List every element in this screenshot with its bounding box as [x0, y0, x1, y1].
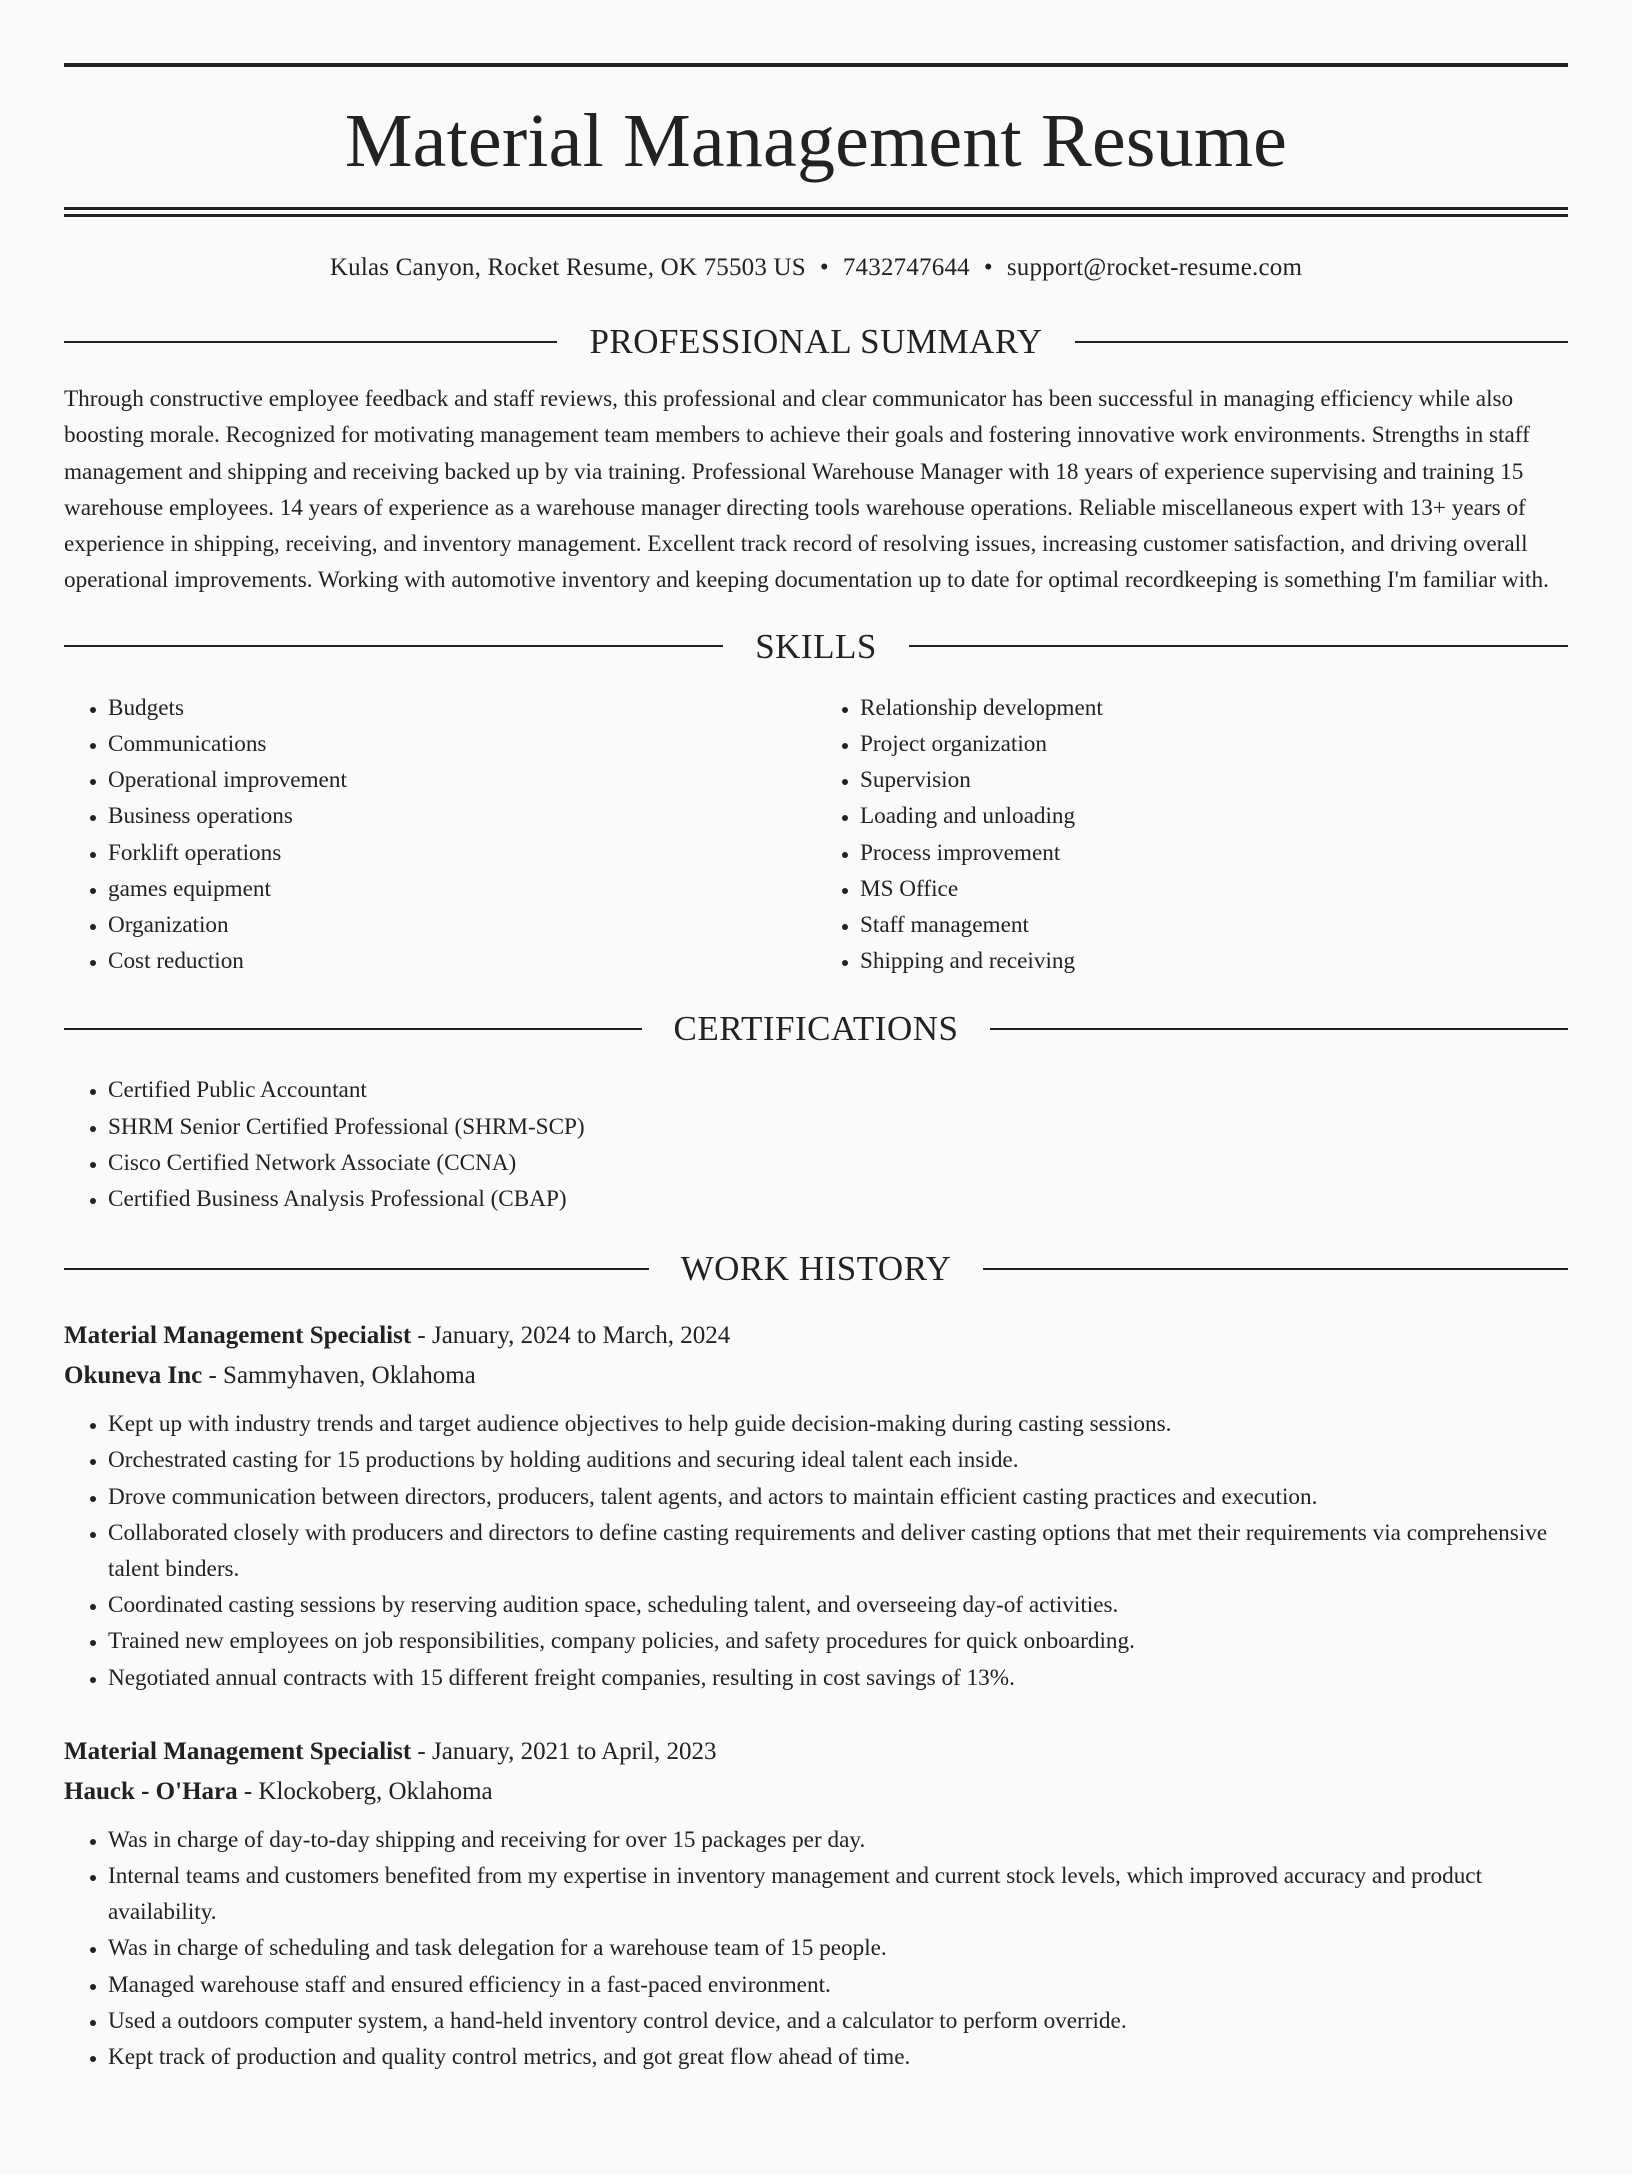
contact-phone: 7432747644	[842, 254, 970, 281]
list-item: • Negotiated annual contracts with 15 different freight companies, resulting in cost savings of 13%.	[108, 1660, 1568, 1696]
top-rule	[64, 63, 1568, 67]
list-item: • Coordinated casting sessions by reserving audition space, scheduling talent, and overseeing day-of activities.	[108, 1587, 1568, 1623]
contact-address: Kulas Canyon, Rocket Resume, OK 75503 US	[329, 254, 806, 281]
skills-columns	[64, 690, 1568, 980]
job-company-line	[64, 1356, 1568, 1396]
title-double-rule	[64, 207, 1568, 217]
job-location: - Klockoberg, Oklahoma	[237, 1777, 493, 1805]
list-item: • MS Office	[860, 871, 1568, 907]
list-item: • Certified Business Analysis Professional (CBAP)	[108, 1181, 1568, 1217]
job-title-line	[64, 1732, 1568, 1772]
work-history-heading	[64, 1249, 1568, 1289]
skills-heading-label: SKILLS	[755, 626, 877, 666]
heading-rule-left	[64, 1028, 642, 1030]
summary-heading-label: PROFESSIONAL SUMMARY	[589, 322, 1043, 361]
list-item: • Cisco Certified Network Associate (CCNA)	[108, 1145, 1568, 1181]
resume-title: Material Management Resume	[344, 99, 1288, 183]
job-title-line	[64, 1316, 1568, 1356]
heading-rule-left	[64, 341, 557, 343]
job-company-line	[64, 1772, 1568, 1812]
contact-separator: •	[819, 254, 829, 281]
contact-line	[64, 255, 1568, 280]
list-item: • Organization	[108, 907, 816, 943]
job-dates: - January, 2024 to March, 2024	[411, 1322, 731, 1350]
list-item: • Business operations	[108, 798, 816, 834]
list-item: • Communications	[108, 726, 816, 762]
list-item: • Kept up with industry trends and target audience objectives to help guide decision-making during casting sessions.	[108, 1406, 1568, 1442]
heading-rule-left	[64, 1268, 649, 1270]
job-bullets	[64, 1822, 1568, 2075]
job-bullets	[64, 1406, 1568, 1696]
list-item: • Shipping and receiving	[860, 943, 1568, 979]
job-entry	[64, 1732, 1568, 2075]
list-item: • Loading and unloading	[860, 798, 1568, 834]
list-item: • Orchestrated casting for 15 productions by holding auditions and securing ideal talent each inside.	[108, 1442, 1568, 1478]
list-item: • Relationship development	[860, 690, 1568, 726]
list-item: • Operational improvement	[108, 762, 816, 798]
list-item: • Process improvement	[860, 835, 1568, 871]
contact-email: support@rocket-resume.com	[1006, 254, 1303, 281]
heading-rule-right	[1075, 341, 1568, 343]
certifications-heading-label: CERTIFICATIONS	[673, 1009, 959, 1049]
list-item: • Trained new employees on job responsibilities, company policies, and safety procedures for quick onboarding.	[108, 1623, 1568, 1659]
list-item: • Cost reduction	[108, 943, 816, 979]
skills-list-left	[64, 690, 816, 980]
list-item: • games equipment	[108, 871, 816, 907]
list-item: • Managed warehouse staff and ensured efficiency in a fast-paced environment.	[108, 1967, 1568, 2003]
job-dates: - January, 2021 to April, 2023	[411, 1737, 717, 1765]
summary-heading	[64, 324, 1568, 359]
heading-rule-right	[909, 645, 1568, 647]
list-item: • Drove communication between directors, producers, talent agents, and actors to maintain efficient casting practices and execution.	[108, 1479, 1568, 1515]
skills-list-right	[816, 690, 1568, 980]
list-item: • Kept track of production and quality control metrics, and got great flow ahead of time.	[108, 2039, 1568, 2075]
summary-text: Through constructive employee feedback and staff reviews, this professional and clear communicator has been successful in managing efficiency while also boosting morale. Recognized for motivating management team members to achieve their goals and fostering innovative work environments. Strengths in staff management and shipping and receiving backed up by via training. Professional Warehouse Manager with 18 years of experience supervising and training 15 warehouse employees. 14 years of experience as a warehouse manager directing tools warehouse operations. Reliable miscellaneous expert with 13+ years of experience in shipping, receiving, and inventory management. Excellent track record of resolving issues, increasing customer satisfaction, and driving overall operational improvements. Working with automotive inventory and keeping documentation up to date for optimal recordkeeping is something I'm familiar with.	[64, 386, 1549, 594]
resume-page	[0, 63, 1632, 2175]
job-title: Material Management Specialist	[64, 1322, 412, 1350]
certifications-heading	[64, 1009, 1568, 1049]
list-item: • Budgets	[108, 690, 816, 726]
work-history-heading-label: WORK HISTORY	[680, 1249, 952, 1289]
job-title: Material Management Specialist	[64, 1737, 412, 1765]
list-item: • Supervision	[860, 762, 1568, 798]
list-item: • Collaborated closely with producers and directors to define casting requirements and deliver casting options that met their requirements via comprehensive talent binders.	[108, 1515, 1568, 1587]
list-item: • Project organization	[860, 726, 1568, 762]
list-item: • Was in charge of scheduling and task delegation for a warehouse team of 15 people.	[108, 1930, 1568, 1966]
list-item: • Was in charge of day-to-day shipping and receiving for over 15 packages per day.	[108, 1822, 1568, 1858]
list-item: • Used a outdoors computer system, a hand-held inventory control device, and a calculator to perform override.	[108, 2003, 1568, 2039]
list-item: • Internal teams and customers benefited from my expertise in inventory management and current stock levels, which improved accuracy and product availability.	[108, 1858, 1568, 1930]
heading-rule-left	[64, 645, 723, 647]
certifications-block	[64, 1072, 1568, 1217]
list-item: • Certified Public Accountant	[108, 1072, 1568, 1108]
certifications-list	[64, 1072, 1568, 1217]
list-item: • SHRM Senior Certified Professional (SHRM-SCP)	[108, 1109, 1568, 1145]
contact-separator: •	[983, 254, 993, 281]
list-item: • Forklift operations	[108, 835, 816, 871]
job-company: Okuneva Inc	[64, 1362, 203, 1390]
heading-rule-right	[990, 1028, 1568, 1030]
heading-rule-right	[983, 1268, 1568, 1270]
skills-heading	[64, 626, 1568, 666]
job-entry	[64, 1316, 1568, 1696]
list-item: • Staff management	[860, 907, 1568, 943]
job-location: - Sammyhaven, Oklahoma	[202, 1362, 476, 1390]
job-company: Hauck - O'Hara	[64, 1777, 238, 1805]
